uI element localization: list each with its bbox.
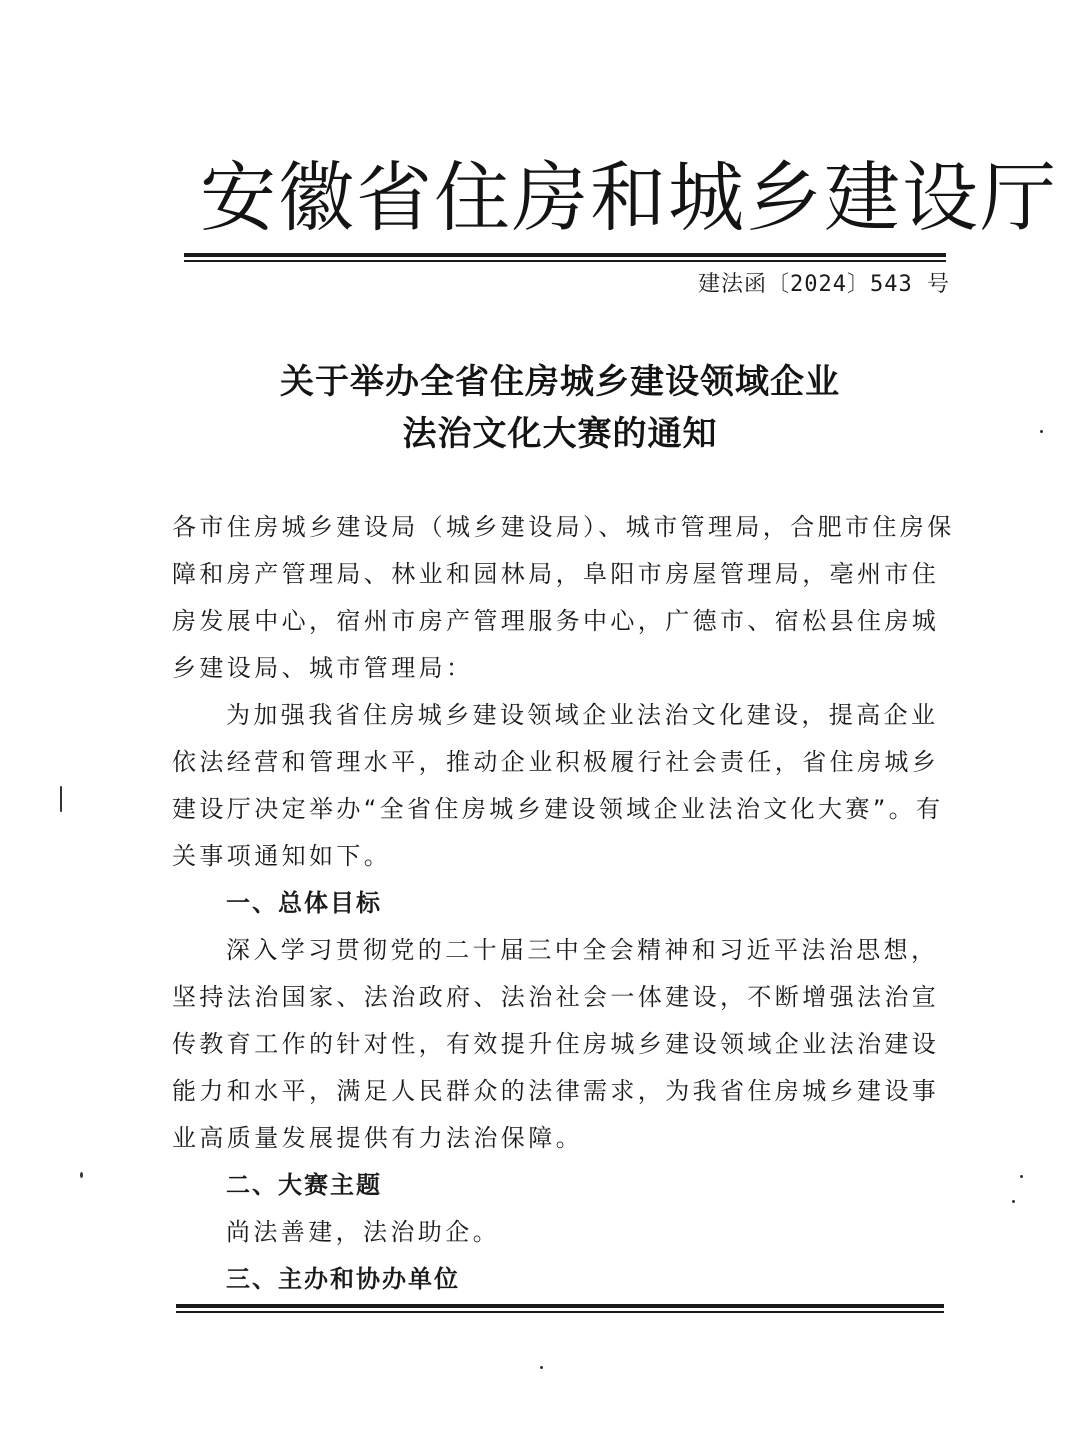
footer-rule-thin [176,1311,944,1313]
section-1-line: 能力和水平，满足人民群众的法律需求，为我省住房城乡建设事 [172,1077,940,1105]
section-1-line: 深入学习贯彻党的二十届三中全会精神和习近平法治思想， [226,936,939,964]
section-1-heading: 一、总体目标 [226,889,382,917]
section-3-heading: 三、主办和协办单位 [226,1265,460,1293]
recipients-line: 各市住房城乡建设局（城乡建设局）、城市管理局，合肥市住房保 [172,513,955,541]
letterhead-rule-thin [184,260,946,262]
recipients-line: 房发展中心，宿州市房产管理服务中心，广德市、宿松县住房城 [172,607,940,635]
intro-line: 建设厅决定举办“全省住房城乡建设领域企业法治文化大赛”。有 [172,795,944,823]
recipients-line: 乡建设局、城市管理局： [172,654,474,682]
recipients-line: 障和房产管理局、林业和园林局，阜阳市房屋管理局，亳州市住 [172,560,940,588]
scan-speck [1012,1200,1015,1203]
section-2-text: 尚法善建，法治助企。 [226,1218,500,1246]
intro-line: 关事项通知如下。 [172,842,392,870]
intro-line: 依法经营和管理水平，推动企业积极履行社会责任，省住房城乡 [172,748,940,776]
document-number: 建法函〔2024〕543 号 [698,272,950,297]
title-line-1: 关于举办全省住房城乡建设领域企业 [280,362,840,402]
title-line-2: 法治文化大赛的通知 [402,414,718,454]
letterhead-rule-thick [184,253,946,257]
scan-speck [60,786,62,812]
scan-speck [540,1366,543,1369]
document-title [160,356,960,460]
intro-line: 为加强我省住房城乡建设领域企业法治文化建设，提高企业 [226,701,939,729]
agency-letterhead: 安徽省住房和城乡建设厅 [200,153,1058,242]
section-1-line: 传教育工作的针对性，有效提升住房城乡建设领域企业法治建设 [172,1030,940,1058]
scan-speck [1040,430,1043,433]
footer-rule-thick [176,1304,944,1308]
scan-speck [80,1172,83,1178]
section-2-heading: 二、大赛主题 [226,1171,382,1199]
scan-speck [1020,1175,1023,1178]
document-body [172,504,962,1303]
section-1-line: 坚持法治国家、法治政府、法治社会一体建设，不断增强法治宣 [172,983,940,1011]
section-1-line: 业高质量发展提供有力法治保障。 [172,1124,583,1152]
